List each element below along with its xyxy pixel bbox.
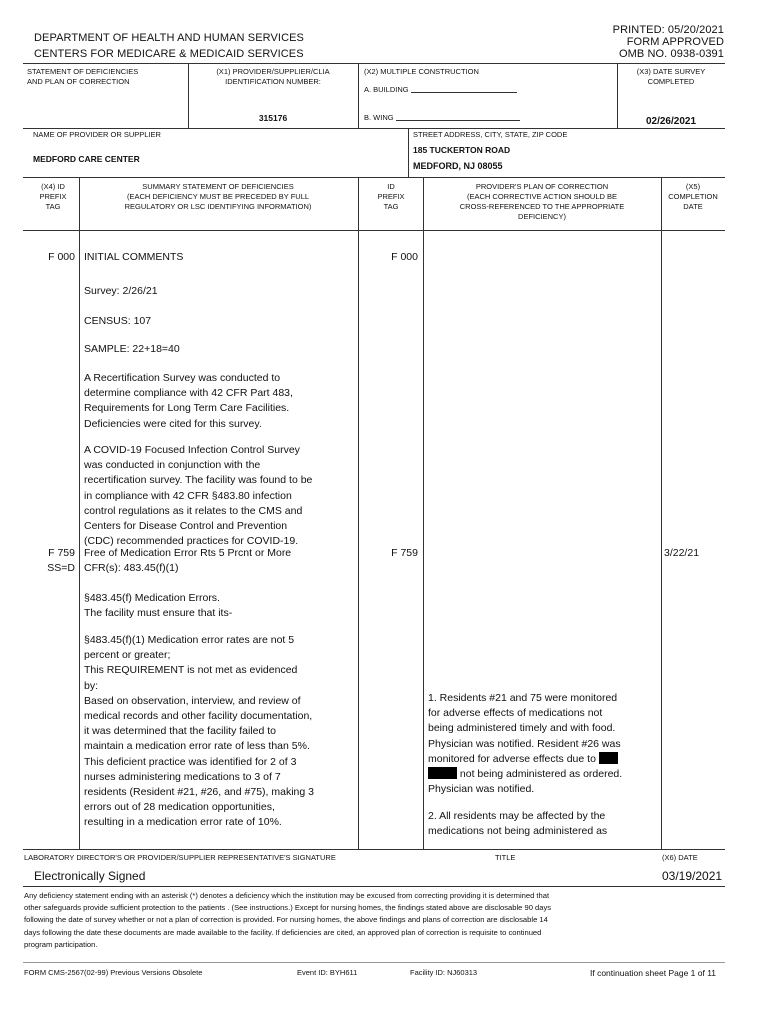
building-blank bbox=[411, 84, 517, 93]
provider-label: NAME OF PROVIDER OR SUPPLIER bbox=[33, 130, 161, 139]
plan-item-2: 2. All residents may be affected by the medications not being administered as bbox=[428, 810, 608, 838]
plan-item-1-physician: Physician was notified. bbox=[428, 783, 535, 795]
form-approved: FORM APPROVED bbox=[626, 36, 724, 48]
finding-paragraph: §483.45(f)(1) Medication error rates are not 5 percent or greater; This REQUIREMENT is not met as evidenced by: Based on observation, interview, and review of medical records and other facility documentation, it was determined that the facility failed to maintain a medication error rate of less than 5%. This deficient practice was identified for 2 of 3 nurses administering medications to 3 of 7 residents (Resident #21, #26, and #75), making 3 errors out of 28 medication opportunities, resulting in a medication error rate of 10%. bbox=[84, 634, 314, 829]
building-row bbox=[364, 84, 517, 95]
x1-label: (X1) PROVIDER/SUPPLIER/CLIA IDENTIFICATION NUMBER: bbox=[216, 67, 330, 86]
rule bbox=[23, 849, 725, 850]
rule bbox=[617, 63, 618, 129]
address-label: STREET ADDRESS, CITY, STATE, ZIP CODE bbox=[413, 130, 568, 139]
rule bbox=[23, 230, 725, 231]
rule bbox=[358, 63, 359, 129]
plan-item-1-not-administered: not being administered as ordered. bbox=[457, 768, 623, 780]
survey-line: Survey: 2/26/21 bbox=[84, 285, 158, 297]
rule bbox=[408, 128, 409, 178]
x2-label: (X2) MULTIPLE CONSTRUCTION bbox=[364, 67, 479, 76]
facility-id: Facility ID: NJ60313 bbox=[410, 968, 478, 977]
continuation-page: If continuation sheet Page 1 of 11 bbox=[590, 968, 717, 978]
omb-number: OMB NO. 0938-0391 bbox=[618, 48, 724, 60]
rule bbox=[188, 63, 189, 129]
tag-f759-severity: SS=D bbox=[47, 562, 75, 574]
id-prefix-header: ID PREFIX TAG bbox=[377, 182, 405, 211]
covid-paragraph: A COVID-19 Focused Infection Control Survey was conducted in conjunction with the recertification survey. The facility was found to be in compliance with 42 CFR §483.80 infection control regulations as it relates to the CMS and Centers for Disease Control and Prevention (CDC) recommended practices for COVID-19. bbox=[84, 444, 313, 548]
redaction-block bbox=[599, 752, 618, 764]
department-title: DEPARTMENT OF HEALTH AND HUMAN SERVICES bbox=[34, 32, 304, 44]
rule bbox=[661, 177, 662, 849]
tag-f000: F 000 bbox=[48, 251, 75, 263]
completion-date: 3/22/21 bbox=[664, 547, 700, 559]
rule bbox=[23, 177, 725, 178]
x5-header: (X5) COMPLETION DATE bbox=[668, 182, 718, 211]
building-label: A. BUILDING bbox=[364, 85, 409, 94]
regulation-paragraph: §483.45(f) Medication Errors. The facility must ensure that its- bbox=[84, 592, 233, 620]
x4-header: (X4) ID PREFIX TAG bbox=[39, 182, 67, 211]
disclaimer: Any deficiency statement ending with an asterisk (*) denotes a deficiency which the institution may be excused from correcting providing it is determined that other safeguards provide sufficient protection to the patients . (See instructions.) Except for nursing homes, the findings stated above are disclosable 90 days following the date of survey whether or not a plan of correction is provided. For nursing homes, the above findings and plans of correction are disclosable 14 days following the date these documents are made available to the facility. If deficiencies are cited, an approved plan of correction is requisite to continued program participation. bbox=[24, 891, 552, 949]
rule bbox=[358, 177, 359, 849]
printed-date: PRINTED: 05/20/2021 bbox=[612, 24, 724, 36]
centers-title: CENTERS FOR MEDICARE & MEDICAID SERVICES bbox=[34, 48, 304, 60]
rule bbox=[23, 63, 725, 64]
x3-value: 02/26/2021 bbox=[645, 116, 697, 127]
wing-label: B. WING bbox=[364, 113, 394, 122]
rule bbox=[423, 177, 424, 849]
tag-f759: F 759 bbox=[48, 547, 75, 559]
x1-value: 315176 bbox=[258, 113, 288, 123]
address-line1: 185 TUCKERTON ROAD bbox=[413, 145, 511, 155]
tag-f759-right: F 759 bbox=[391, 547, 418, 559]
initial-comments: INITIAL COMMENTS bbox=[84, 251, 184, 263]
signature-label: LABORATORY DIRECTOR'S OR PROVIDER/SUPPLIER REPRESENTATIVE'S SIGNATURE bbox=[24, 853, 336, 862]
rule bbox=[23, 128, 725, 129]
address-line2: MEDFORD, NJ 08055 bbox=[413, 161, 503, 171]
plan-item-1-monitor-line bbox=[428, 752, 660, 767]
rule bbox=[79, 177, 80, 849]
tag-f000-right: F 000 bbox=[391, 251, 418, 263]
f759-title: Free of Medication Error Rts 5 Prcnt or More CFR(s): 483.45(f)(1) bbox=[84, 547, 292, 575]
recert-paragraph: A Recertification Survey was conducted to determine compliance with 42 CFR Part 483, Requirements for Long Term Care Facilities. Deficiencies were cited for this survey. bbox=[84, 372, 293, 430]
wing-row bbox=[364, 112, 520, 123]
signature-date: 03/19/2021 bbox=[662, 869, 723, 883]
redaction-block bbox=[428, 767, 457, 779]
provider-name: MEDFORD CARE CENTER bbox=[33, 154, 140, 164]
event-id: Event ID: BYH611 bbox=[297, 968, 358, 977]
plan-item-1: 1. Residents #21 and 75 were monitored for adverse effects of medications not being administered timely and with food. Physician was notified. Resident #26 was bbox=[428, 692, 621, 750]
statement-label: STATEMENT OF DEFICIENCIES AND PLAN OF CORRECTION bbox=[27, 67, 139, 86]
sample-line: SAMPLE: 22+18=40 bbox=[84, 343, 180, 355]
form-number: FORM CMS-2567(02-99) Previous Versions Obsolete bbox=[24, 968, 203, 977]
date-label: (X6) DATE bbox=[662, 853, 698, 862]
census-line: CENSUS: 107 bbox=[84, 315, 152, 327]
title-label: TITLE bbox=[495, 853, 516, 862]
plan-item-1-monitor-text: monitored for adverse effects due to bbox=[428, 753, 596, 765]
signature-value: Electronically Signed bbox=[34, 869, 146, 883]
plan-header: PROVIDER'S PLAN OF CORRECTION (EACH CORRECTIVE ACTION SHOULD BE CROSS-REFERENCED TO THE APPROPRIATE DEFICIENCY) bbox=[459, 182, 625, 221]
wing-blank bbox=[396, 112, 520, 121]
summary-header: SUMMARY STATEMENT OF DEFICIENCIES (EACH DEFICIENCY MUST BE PRECEDED BY FULL REGULATORY OR LSC IDENTIFYING INFORMATION) bbox=[124, 182, 312, 211]
plan-item-1-redacted-line bbox=[428, 767, 660, 782]
x3-label: (X3) DATE SURVEY COMPLETED bbox=[636, 67, 706, 86]
rule bbox=[23, 886, 725, 887]
rule bbox=[23, 962, 725, 963]
